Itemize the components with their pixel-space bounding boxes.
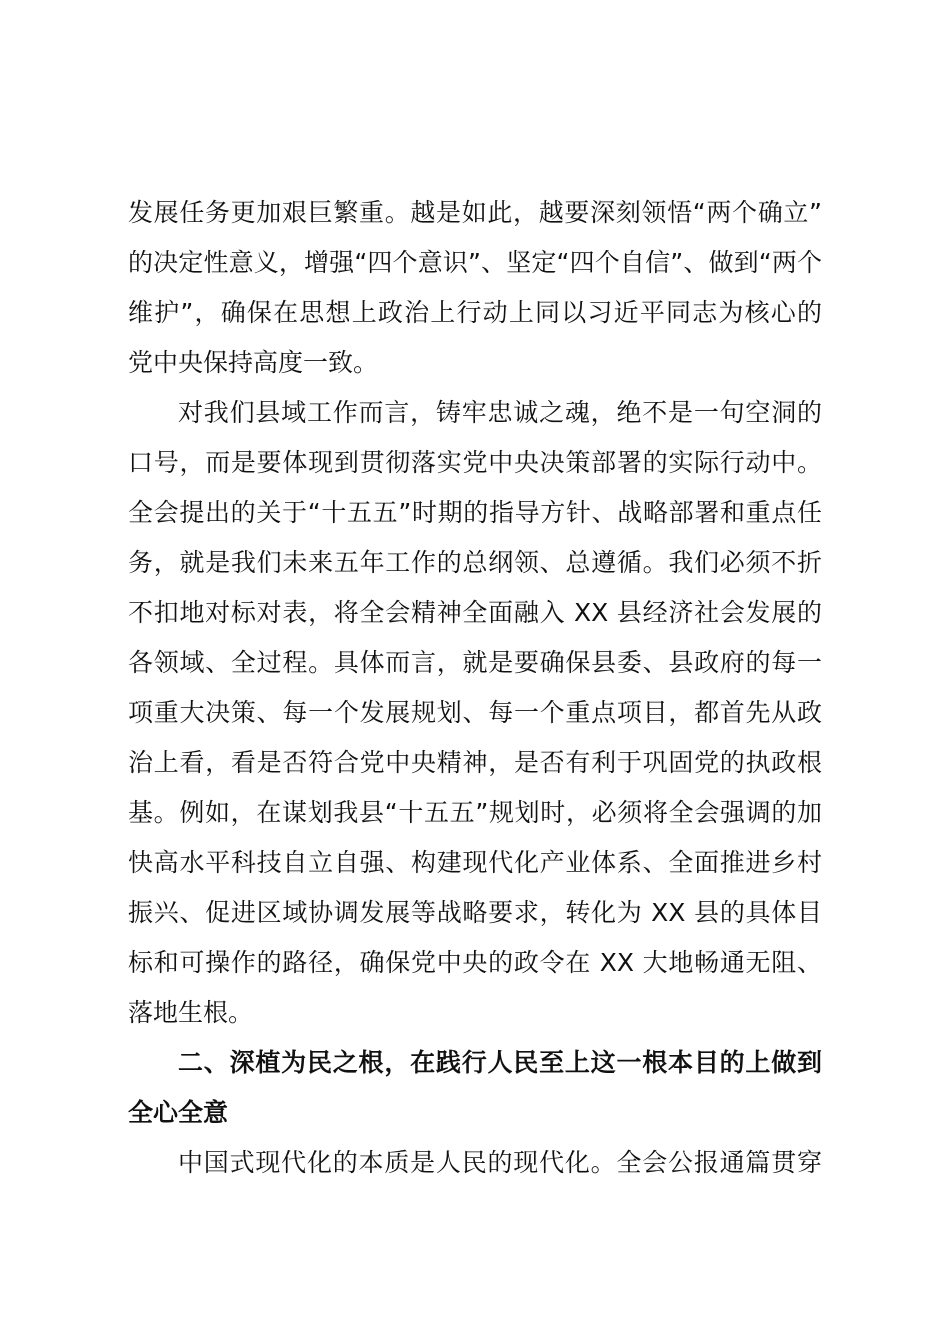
text-line: 标和可操作的路径，确保党中央的政令在 XX 大地畅通无阻、	[128, 948, 822, 977]
text-line: 各领域、全过程。具体而言，就是要确保县委、县政府的每一	[128, 648, 822, 677]
text-line: 发展任务更加艰巨繁重。越是如此，越要深刻领悟“两个确立”	[128, 198, 822, 227]
text-line: 中国式现代化的本质是人民的现代化。全会公报通篇贯穿	[178, 1148, 822, 1177]
text-line: 落地生根。	[128, 998, 254, 1027]
heading-line: 全心全意	[128, 1098, 229, 1127]
text-line: 振兴、促进区域协调发展等战略要求，转化为 XX 县的具体目	[128, 898, 822, 927]
text-line: 快高水平科技自立自强、构建现代化产业体系、全面推进乡村	[128, 848, 822, 877]
text-line: 务，就是我们未来五年工作的总纲领、总遵循。我们必须不折	[128, 548, 822, 577]
text-line: 对我们县域工作而言，铸牢忠诚之魂，绝不是一句空洞的	[178, 398, 822, 427]
text-line: 不扣地对标对表，将全会精神全面融入 XX 县经济社会发展的	[128, 598, 822, 627]
text-line: 基。例如，在谋划我县“十五五”规划时，必须将全会强调的加	[128, 798, 822, 827]
text-line: 党中央保持高度一致。	[128, 348, 379, 377]
text-line: 项重大决策、每一个发展规划、每一个重点项目，都首先从政	[128, 698, 822, 727]
text-line: 全会提出的关于“十五五”时期的指导方针、战略部署和重点任	[128, 498, 822, 527]
text-line: 治上看，看是否符合党中央精神，是否有利于巩固党的执政根	[128, 748, 822, 777]
text-line: 的决定性意义，增强“四个意识”、坚定“四个自信”、做到“两个	[128, 248, 822, 277]
heading-line: 二、深植为民之根，在践行人民至上这一根本目的上做到	[178, 1048, 822, 1077]
text-line: 口号，而是要体现到贯彻落实党中央决策部署的实际行动中。	[128, 448, 822, 477]
text-line: 维护”，确保在思想上政治上行动上同以习近平同志为核心的	[128, 298, 822, 327]
